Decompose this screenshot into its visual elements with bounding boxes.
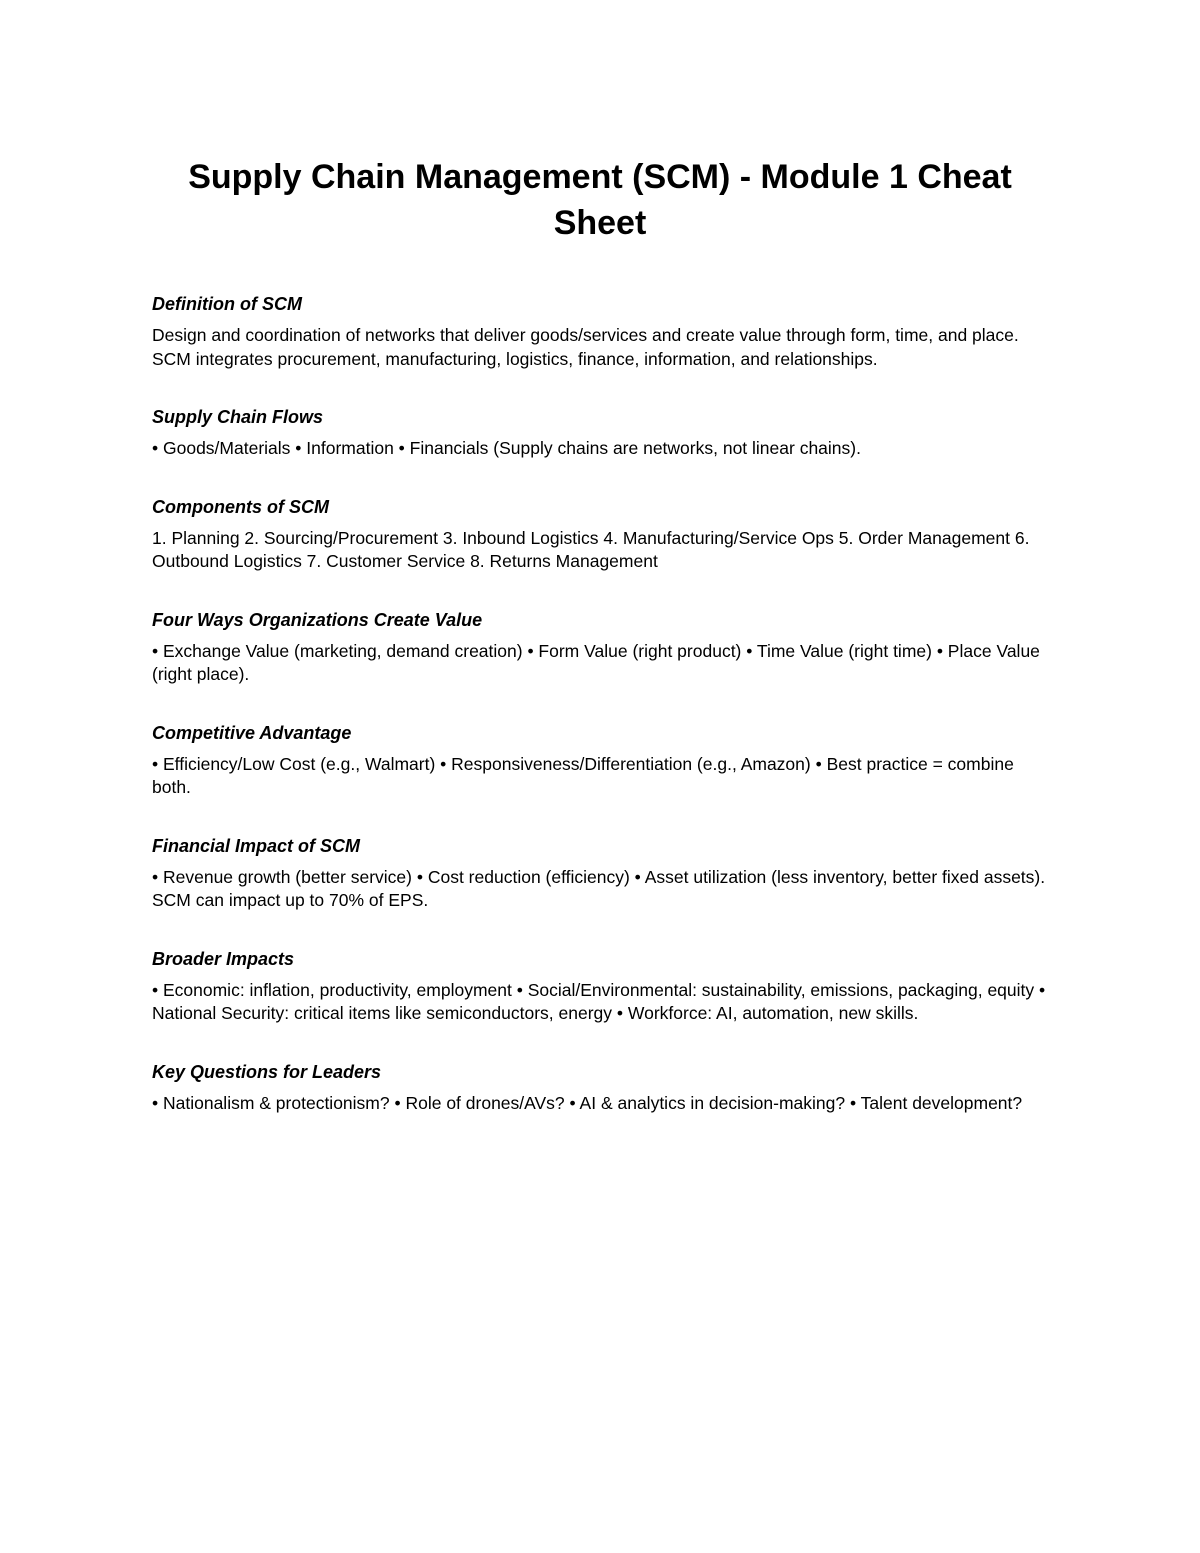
section-competitive-advantage [152, 721, 1052, 800]
section-definition [152, 292, 1052, 371]
section-key-questions [152, 1060, 1052, 1116]
section-heading: Four Ways Organizations Create Value [152, 609, 483, 630]
document-content [152, 292, 1052, 1149]
section-body: 1. Planning 2. Sourcing/Procurement 3. Inbound Logistics 4. Manufacturing/Service Ops 5. Order Management 6. Outbound Logistics 7. Customer Service 8. Returns Management [152, 527, 1030, 571]
section-create-value [152, 608, 1052, 687]
section-heading: Competitive Advantage [152, 722, 352, 743]
section-broader-impacts [152, 947, 1052, 1026]
section-flows [152, 405, 1052, 461]
section-body: • Revenue growth (better service) • Cost reduction (efficiency) • Asset utilization (less inventory, better fixed assets). SCM can impact up to 70% of EPS. [152, 866, 1046, 910]
section-heading: Definition of SCM [152, 294, 302, 314]
section-components [152, 495, 1052, 574]
section-body: • Economic: inflation, productivity, employment • Social/Environmental: sustainability, emissions, packaging, equity • National Security: critical items like semiconductors, energy • Workforce: AI, automation, new skills. [152, 979, 1046, 1023]
page-title: Supply Chain Management (SCM) - Module 1 Cheat Sheet [188, 158, 1012, 242]
section-body: Design and coordination of networks that deliver goods/services and create value through form, time, and place. SCM integrates procurement, manufacturing, logistics, finance, information, and relationships. [152, 325, 1019, 369]
section-heading: Key Questions for Leaders [152, 1061, 382, 1082]
section-body: • Goods/Materials • Information • Financials (Supply chains are networks, not linear chains). [152, 438, 861, 458]
section-financial-impact [152, 834, 1052, 913]
section-body: • Efficiency/Low Cost (e.g., Walmart) • Responsiveness/Differentiation (e.g., Amazon) • Best practice = combine both. [152, 753, 1014, 797]
section-heading: Broader Impacts [152, 948, 295, 969]
section-heading: Components of SCM [152, 496, 329, 517]
section-body: • Exchange Value (marketing, demand creation) • Form Value (right product) • Time Value (right time) • Place Value (right place). [152, 640, 1040, 684]
section-heading: Financial Impact of SCM [152, 835, 361, 856]
section-body: • Nationalism & protectionism? • Role of drones/AVs? • AI & analytics in decision-making? • Talent development? [152, 1092, 1023, 1113]
section-heading: Supply Chain Flows [152, 407, 324, 427]
